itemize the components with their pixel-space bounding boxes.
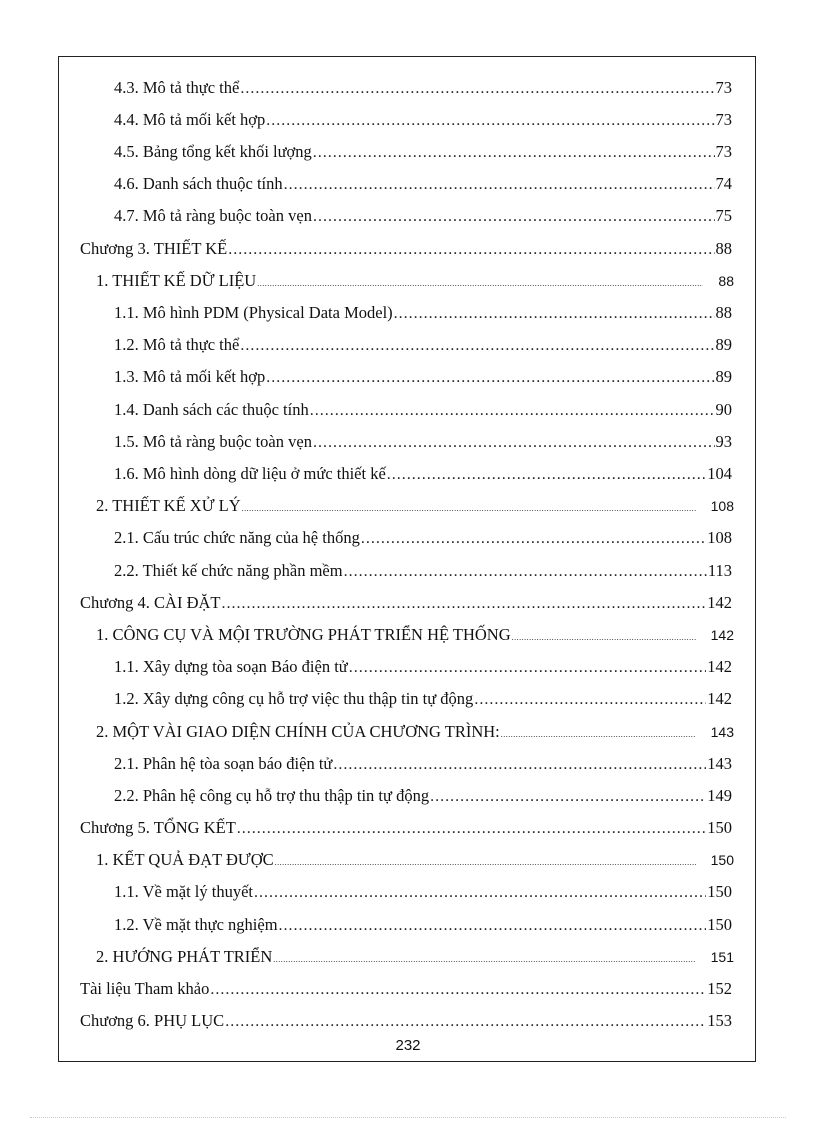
toc-entry[interactable] [114,915,732,939]
toc-entry-page: 142 [707,657,732,676]
toc-entry-label: 2.1. Cấu trúc chức năng của hệ thống [114,528,360,547]
toc-entry-label: 2.2. Thiết kế chức năng phần mềm [114,561,343,580]
toc-entry-label: 1.1. Xây dựng tòa soạn Báo điện tử [114,657,348,676]
toc-entry-page: 149 [707,786,732,805]
toc-entry-page: 74 [715,174,732,193]
toc-entry-label: 2.2. Phân hệ công cụ hỗ trợ thu thập tin tự động [114,786,430,805]
toc-entry-page: 150 [710,852,734,868]
toc-entry[interactable] [114,754,732,778]
page-bottom-edge [30,1117,786,1118]
toc-entry-label: 1.1. Về mặt lý thuyết [114,882,254,901]
page-number: 232 [395,1037,421,1054]
toc-entry-label: 1.3. Mô tả mối kết hợp [114,367,266,386]
toc-entry[interactable] [114,689,732,713]
toc-entry[interactable] [114,303,732,327]
toc-entry[interactable] [114,206,732,230]
toc-entry-page: 108 [707,528,732,547]
toc-entry-label: 1.4. Danh sách các thuộc tính [114,400,309,419]
toc-entry[interactable] [114,335,732,359]
toc-entry-label: 1.2. Về mặt thực nghiệm [114,915,278,934]
toc-entry-page: 89 [715,367,732,386]
toc-entry-label: 2. THIẾT KẾ XỬ LÝ [96,496,241,515]
toc-entry-page: 113 [707,561,732,580]
toc-section-entry[interactable] [96,722,734,746]
toc-entry-label: 2. MỘT VÀI GIAO DIỆN CHÍNH CỦA CHƯƠNG TRÌNH: [96,722,500,741]
toc-entry[interactable] [114,464,732,488]
toc-chapter-entry[interactable] [80,1011,732,1035]
toc-entry-label: 1.2. Mô tả thực thể [114,335,240,354]
toc-entry-page: 89 [715,335,732,354]
toc-entry-label: 4.3. Mô tả thực thể [114,78,240,97]
toc-entry-label: Chương 3. THIẾT KẾ [80,239,228,258]
toc-entry[interactable] [114,882,732,906]
toc-chapter-entry[interactable] [80,593,732,617]
toc-entry-label: 1. KẾT QUẢ ĐẠT ĐƯỢC [96,850,274,869]
toc-section-entry[interactable] [96,496,734,520]
toc-entry[interactable] [114,78,732,102]
toc-entry-page: 143 [707,754,732,773]
toc-entry[interactable] [114,657,732,681]
toc-entry[interactable] [114,367,732,391]
toc-entry-label: 4.6. Danh sách thuộc tính [114,174,283,193]
toc-entry-label: Chương 4. CÀI ĐẶT [80,593,221,612]
toc-entry-page: 152 [707,979,732,998]
toc-entry[interactable] [114,142,732,166]
toc-entry-page: 88 [718,273,734,289]
toc-entry-label: 1.6. Mô hình dòng dữ liệu ở mức thiết kế [114,464,386,483]
toc-entry[interactable] [114,400,732,424]
toc-entry-label: 1. CÔNG CỤ VÀ MỘI TRƯỜNG PHÁT TRIỂN HỆ THỐNG [96,625,511,644]
toc-entry-label: 1.2. Xây dựng công cụ hỗ trợ việc thu thập tin tự động [114,689,474,708]
toc-chapter-entry[interactable] [80,239,732,263]
toc-entry-page: 142 [710,627,734,643]
toc-entry[interactable] [114,174,732,198]
toc-entry[interactable] [114,528,732,552]
toc-entry[interactable] [114,561,732,585]
toc-entry-page: 108 [710,498,734,514]
toc-entry[interactable] [114,432,732,456]
toc-entry-page: 142 [707,689,732,708]
toc-section-entry[interactable] [96,947,734,971]
toc-entry-page: 90 [715,400,732,419]
toc-chapter-entry[interactable] [80,979,732,1003]
toc-entry-page: 93 [715,432,732,451]
toc-entry-page: 88 [715,239,732,258]
toc-entry[interactable] [114,786,732,810]
toc-entry-page: 73 [715,110,732,129]
toc-entry-page: 75 [715,206,732,225]
toc-entry-page: 88 [715,303,732,322]
toc-section-entry[interactable] [96,271,734,295]
toc-entry-page: 73 [715,142,732,161]
toc-entry-page: 73 [715,78,732,97]
toc-entry-page: 150 [707,818,732,837]
toc-entry-label: 2. HƯỚNG PHÁT TRIỂN [96,947,273,966]
toc-chapter-entry[interactable] [80,818,732,842]
toc-entry-page: 104 [707,464,732,483]
toc-entry-label: 1.1. Mô hình PDM (Physical Data Model) [114,303,393,322]
toc-section-entry[interactable] [96,850,734,874]
toc-entry-page: 150 [707,915,732,934]
toc-entry-page: 153 [707,1011,732,1030]
toc-entry-label: 1.5. Mô tả ràng buộc toàn vẹn [114,432,312,451]
toc-entry-page: 151 [710,949,734,965]
toc-entry-page: 142 [707,593,732,612]
toc-entry-label: 2.1. Phân hệ tòa soạn báo điện tử [114,754,333,773]
toc-entry-label: 4.4. Mô tả mối kết hợp [114,110,266,129]
toc-entry-label: Chương 6. PHỤ LỤC [80,1011,225,1030]
toc-entry-label: 4.7. Mô tả ràng buộc toàn vẹn [114,206,312,225]
toc-entry-page: 143 [710,724,734,740]
toc-entry-label: Tài liệu Tham khảo [80,979,210,998]
toc-entry-page: 150 [707,882,732,901]
toc-entry-label: 4.5. Bảng tổng kết khối lượng [114,142,312,161]
toc-entry[interactable] [114,110,732,134]
toc-entry-label: Chương 5. TỔNG KẾT [80,818,236,837]
toc-entry-label: 1. THIẾT KẾ DỮ LIỆU [96,271,257,290]
toc-section-entry[interactable] [96,625,734,649]
